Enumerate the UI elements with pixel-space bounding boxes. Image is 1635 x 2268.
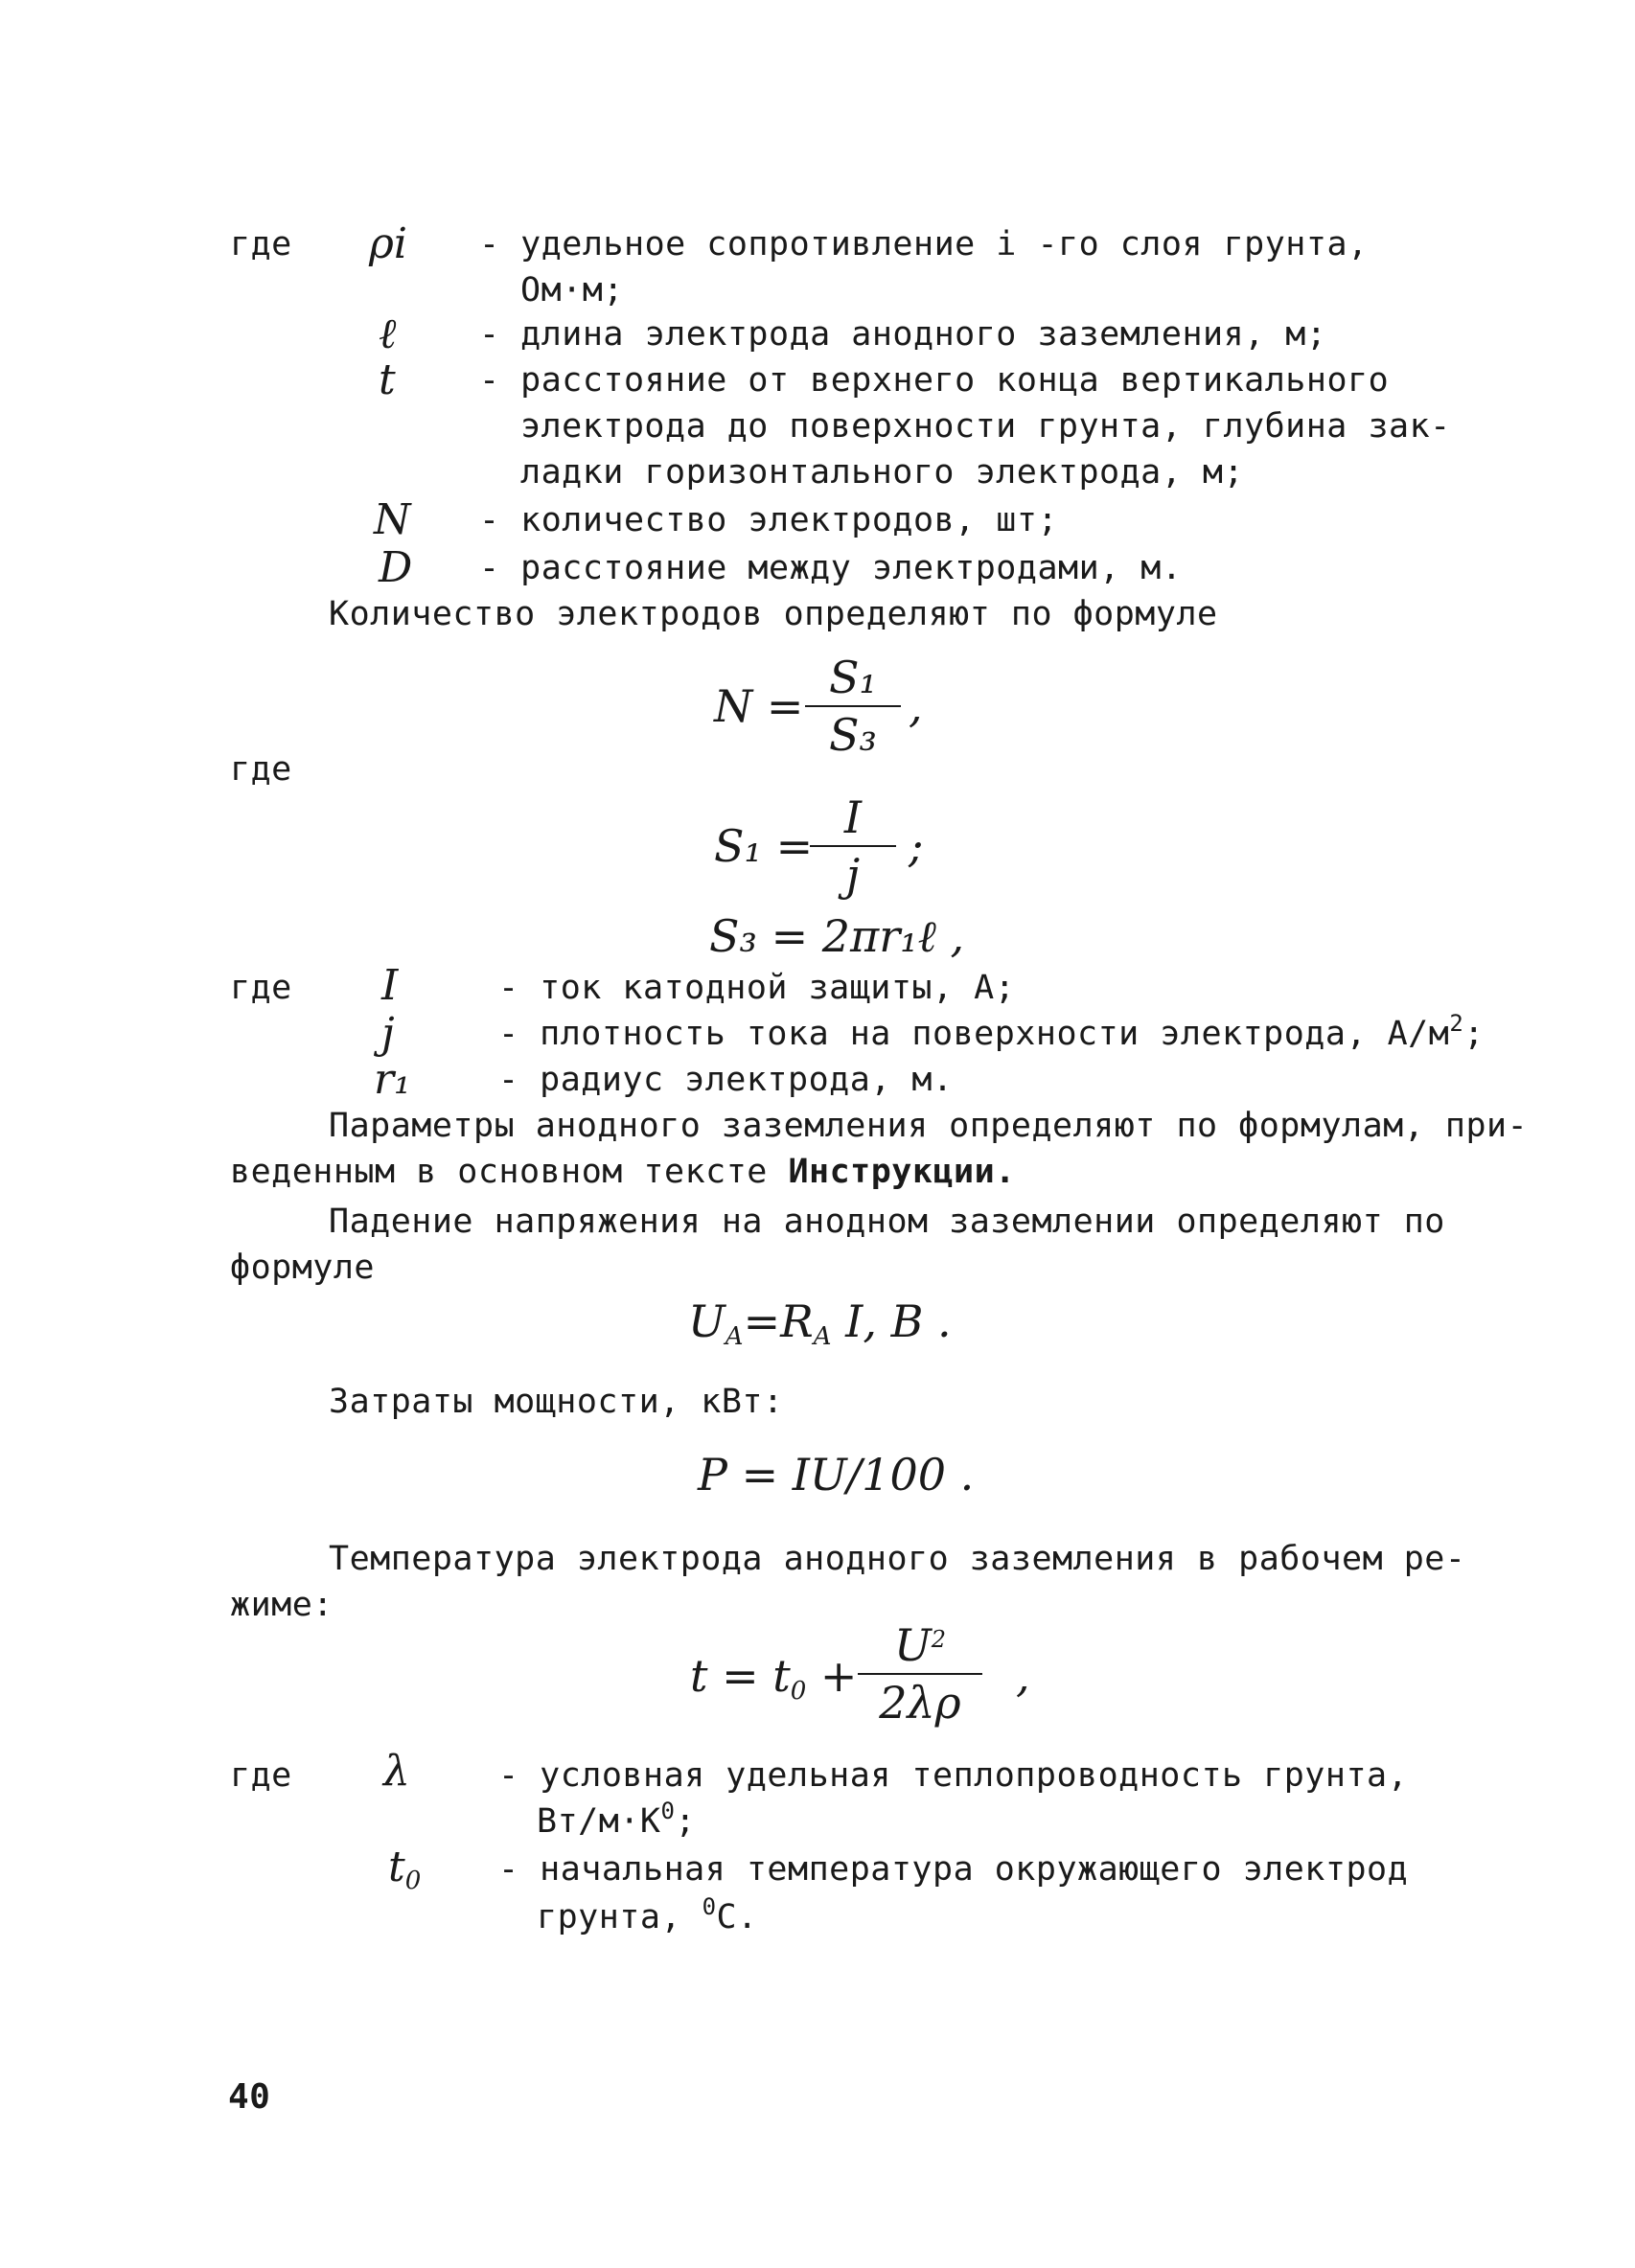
formula-s3: S₃ = 2πr₁ℓ ,: [709, 910, 965, 962]
def-line: $Вт/м\cdot К^0$;: [537, 1798, 696, 1841]
symbol-t0: $t_0$: [388, 1843, 422, 1895]
numerator: S₁: [805, 652, 901, 707]
symbol-lambda: λ: [383, 1747, 410, 1796]
formula-tail: ;: [909, 820, 924, 872]
paragraph: Падение напряжения на анодном заземлении определяют по: [329, 1203, 1445, 1241]
def-line: - расстояние между электродами, м.: [479, 549, 1183, 587]
formula-fraction: [810, 791, 896, 901]
where-label: где: [230, 969, 292, 1007]
def-line: - удельное сопротивление i -го слоя грунта,: [479, 225, 1369, 263]
paragraph: Параметры анодного заземления определяют по формулам, при-: [329, 1107, 1529, 1145]
symbol-t: t: [379, 355, 396, 404]
formula-p: P = IU/100 .: [698, 1449, 975, 1501]
def-line: электрода до поверхности грунта, глубина зак-: [520, 407, 1451, 446]
symbol-N: N: [374, 495, 411, 544]
where-label: где: [230, 225, 292, 263]
def-line: ладки горизонтального электрода, м;: [520, 453, 1245, 492]
symbol-r1: r₁: [374, 1055, 411, 1104]
denominator: j: [845, 849, 861, 901]
paragraph: жиме:: [230, 1586, 334, 1624]
numerator: I: [810, 791, 896, 847]
numerator: $U^2$: [858, 1619, 982, 1675]
formula-tail: ,: [1016, 1650, 1030, 1702]
symbol-I: I: [381, 961, 399, 1010]
def-line: - длина электрода анодного заземления, м;: [479, 315, 1327, 354]
def-line: Ом·м;: [520, 271, 624, 309]
def-line: - начальная температура окружающего электрод: [498, 1850, 1409, 1889]
def-line: грунта, $^0$С.: [537, 1893, 758, 1936]
paragraph: формуле: [230, 1249, 376, 1287]
def-line: - расстояние от верхнего конца вертикального: [479, 361, 1390, 400]
formula-tail: ,: [909, 680, 923, 732]
denominator: S₃: [829, 709, 877, 761]
paragraph: Затраты мощности, кВт:: [329, 1383, 784, 1421]
where-label: где: [230, 750, 292, 789]
symbol-l: ℓ: [379, 309, 397, 358]
formula-lhs: S₁ =: [714, 820, 814, 872]
def-line: - плотность тока на поверхности электрода, $А/м^2$;: [498, 1010, 1485, 1053]
symbol-rho: ρi: [369, 219, 407, 268]
denominator: 2λρ: [879, 1677, 961, 1729]
def-line: - радиус электрода, м.: [498, 1061, 954, 1099]
paragraph: веденным в основном тексте Инструкции.: [230, 1153, 1016, 1191]
formula-u: $U_A=R_A$ I, B .: [688, 1295, 952, 1351]
formula-fraction: [805, 652, 901, 761]
formula-lhs: $t = t_0$ +: [690, 1650, 858, 1706]
page-number: 40: [228, 2077, 271, 2117]
symbol-j: j: [381, 1009, 395, 1058]
where-label: где: [230, 1756, 292, 1795]
formula-fraction: [858, 1619, 982, 1729]
def-line: - ток катодной защиты, А;: [498, 969, 1016, 1007]
formula-lhs: N =: [714, 680, 804, 732]
def-line: - условная удельная теплопроводность грунта,: [498, 1756, 1409, 1795]
paragraph: Количество электродов определяют по формуле: [329, 595, 1218, 633]
paragraph: Температура электрода анодного заземления в рабочем ре-: [329, 1540, 1466, 1578]
symbol-D: D: [379, 543, 413, 592]
def-line: - количество электродов, шт;: [479, 501, 1059, 539]
